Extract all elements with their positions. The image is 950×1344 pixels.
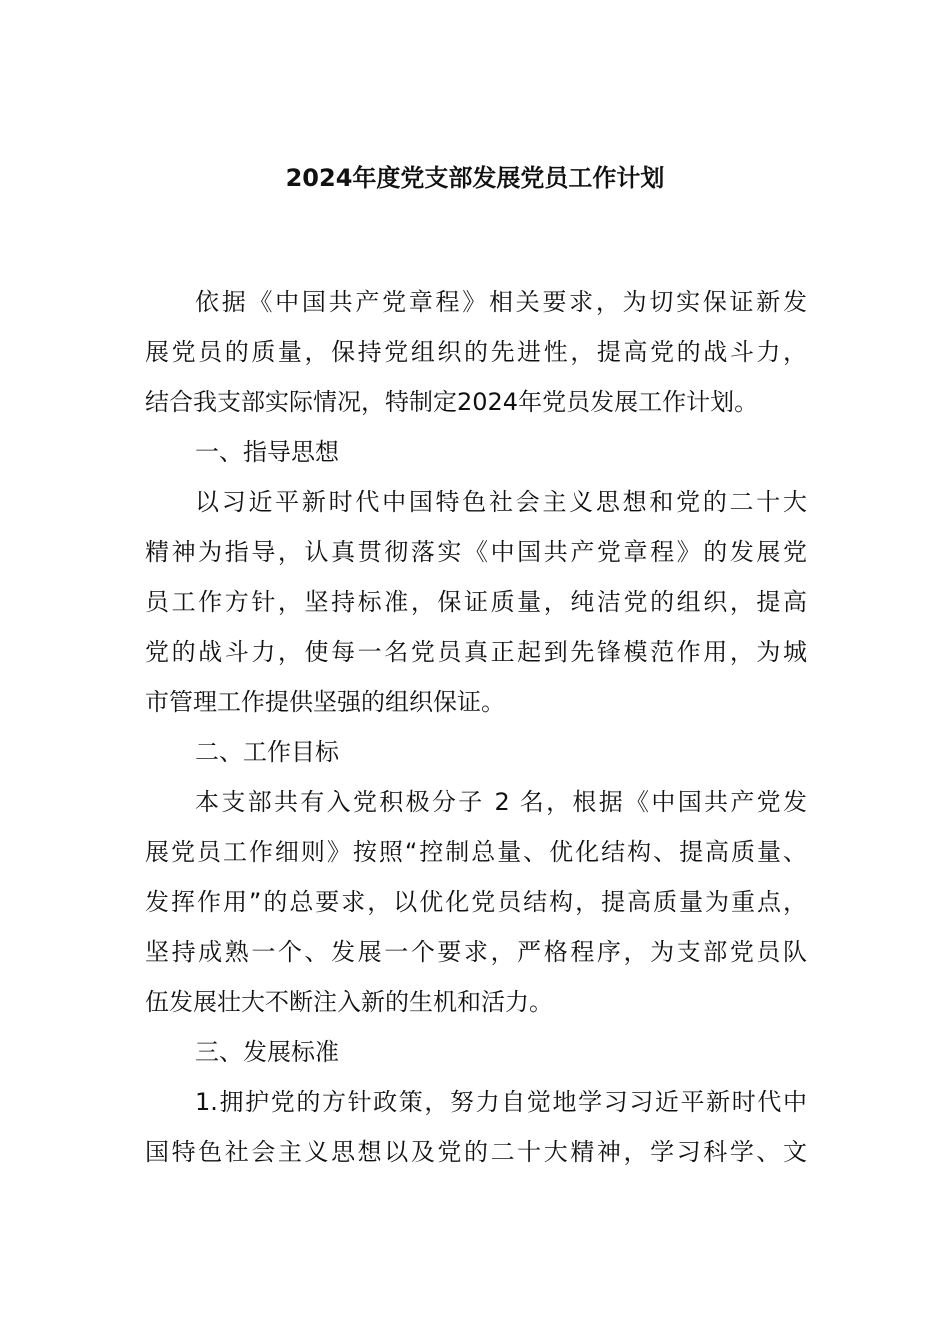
text-line: 国特色社会主义思想以及党的二十大精神，学习科学、文: [145, 1138, 807, 1166]
text-line: 一、指导思想: [195, 438, 339, 466]
text-line: 党的战斗力，使每一名党员真正起到先锋模范作用，为城: [145, 638, 807, 666]
document-body: [145, 277, 807, 1177]
text-line: 坚持成熟一个、发展一个要求，严格程序，为支部党员队: [145, 938, 807, 966]
text-line: 1.拥护党的方针政策，努力自觉地学习习近平新时代中: [195, 1088, 807, 1116]
text-line: 市管理工作提供坚强的组织保证。: [145, 688, 505, 716]
text-line: 展党员的质量，保持党组织的先进性，提高党的战斗力，: [145, 338, 807, 366]
text-line: 依据《中国共产党章程》相关要求，为切实保证新发: [195, 288, 807, 316]
text-line: 发挥作用”的总要求，以优化党员结构，提高质量为重点，: [145, 888, 807, 916]
text-line: 本支部共有入党积极分子 2 名，根据《中国共产党发: [195, 788, 807, 816]
text-line: 伍发展壮大不断注入新的生机和活力。: [145, 988, 553, 1016]
text-line: 三、发展标准: [195, 1038, 339, 1066]
text-line: 二、工作目标: [195, 738, 339, 766]
text-line: 精神为指导，认真贯彻落实《中国共产党章程》的发展党: [145, 538, 807, 566]
document-title: 2024年度党支部发展党员工作计划: [285, 164, 665, 192]
text-line: 员工作方针，坚持标准，保证质量，纯洁党的组织，提高: [145, 588, 807, 616]
text-line: 结合我支部实际情况，特制定2024年党员发展工作计划。: [145, 388, 759, 416]
text-line: 展党员工作细则》按照“控制总量、优化结构、提高质量、: [145, 838, 807, 866]
text-line: 以习近平新时代中国特色社会主义思想和党的二十大: [195, 488, 807, 516]
